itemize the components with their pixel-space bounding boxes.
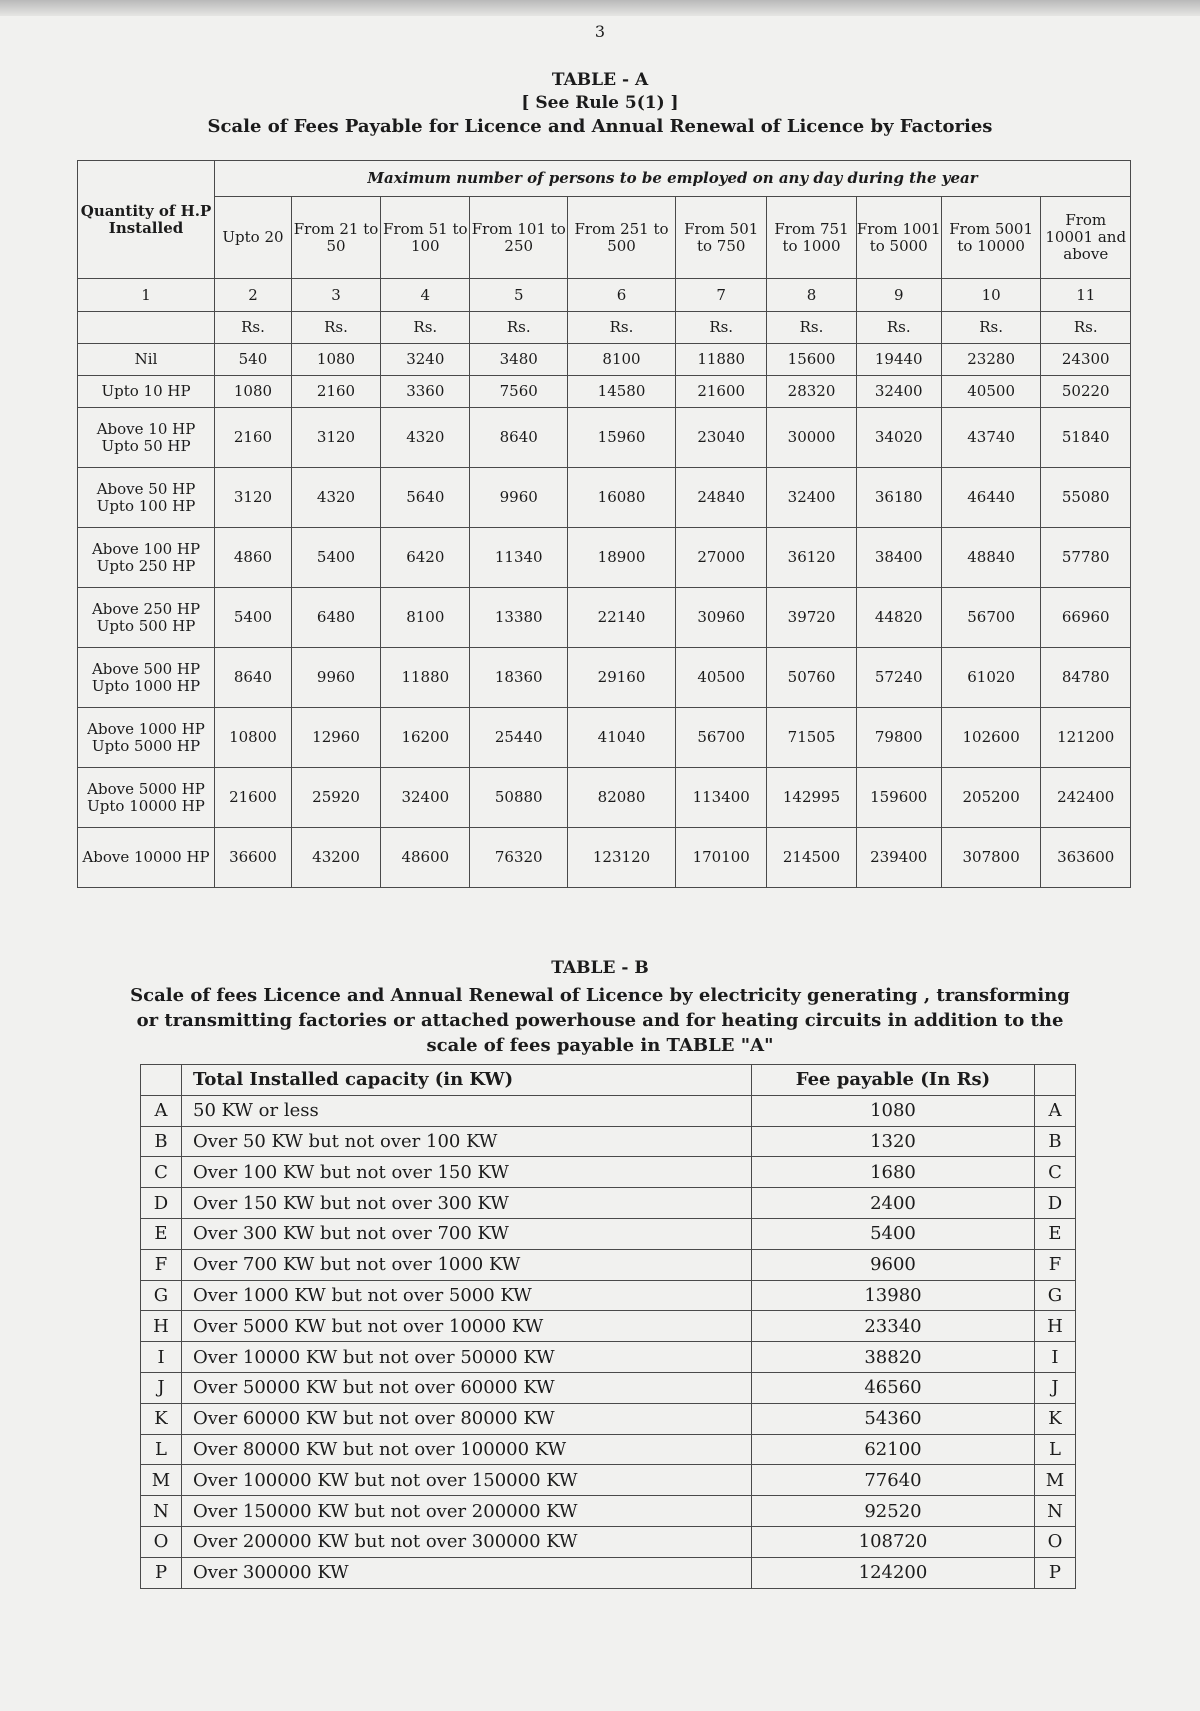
fee-cell: 50880 bbox=[470, 768, 568, 828]
row-label: Nil bbox=[78, 344, 215, 376]
capacity-cell: Over 5000 KW but not over 10000 KW bbox=[182, 1311, 752, 1342]
fee-cell: 108720 bbox=[752, 1526, 1035, 1557]
currency-label: Rs. bbox=[1041, 312, 1131, 344]
fee-cell: 5400 bbox=[291, 528, 380, 588]
fee-cell: 38400 bbox=[856, 528, 941, 588]
fee-cell: 9960 bbox=[291, 648, 380, 708]
fee-cell: 121200 bbox=[1041, 708, 1131, 768]
table-b-description-line: Scale of fees Licence and Annual Renewal of Licence by electricity generating , transforming bbox=[130, 985, 1070, 1006]
fee-cell: 32400 bbox=[856, 376, 941, 408]
row-letter: E bbox=[141, 1218, 182, 1249]
fee-cell: 9960 bbox=[470, 468, 568, 528]
fee-cell: 44820 bbox=[856, 588, 941, 648]
row-letter: A bbox=[1034, 1095, 1075, 1126]
row-label: Above 10 HP Upto 50 HP bbox=[78, 408, 215, 468]
fee-cell: 92520 bbox=[752, 1496, 1035, 1527]
fee-cell: 23280 bbox=[941, 344, 1041, 376]
column-header: From 10001 and above bbox=[1041, 197, 1131, 279]
column-number: 1 bbox=[78, 279, 215, 312]
fee-cell: 6420 bbox=[381, 528, 470, 588]
fee-cell: 1680 bbox=[752, 1157, 1035, 1188]
fee-cell: 123120 bbox=[568, 828, 676, 888]
capacity-cell: Over 100000 KW but not over 150000 KW bbox=[182, 1465, 752, 1496]
column-header: From 21 to 50 bbox=[291, 197, 380, 279]
fee-cell: 12960 bbox=[291, 708, 380, 768]
fee-cell: 57240 bbox=[856, 648, 941, 708]
row-letter: G bbox=[1034, 1280, 1075, 1311]
fee-cell: 61020 bbox=[941, 648, 1041, 708]
fee-cell: 2160 bbox=[215, 408, 292, 468]
fee-cell: 5400 bbox=[215, 588, 292, 648]
fee-cell: 56700 bbox=[941, 588, 1041, 648]
fee-cell: 32400 bbox=[381, 768, 470, 828]
fee-cell: 48840 bbox=[941, 528, 1041, 588]
currency-label: Rs. bbox=[676, 312, 767, 344]
fee-cell: 29160 bbox=[568, 648, 676, 708]
fee-cell: 1080 bbox=[215, 376, 292, 408]
capacity-cell: Over 10000 KW but not over 50000 KW bbox=[182, 1342, 752, 1373]
fee-cell: 28320 bbox=[767, 376, 856, 408]
table-row bbox=[141, 1095, 1076, 1126]
row-letter: C bbox=[1034, 1157, 1075, 1188]
fee-cell: 41040 bbox=[568, 708, 676, 768]
quantity-header: Quantity of H.P Installed bbox=[78, 161, 215, 279]
fee-cell: 11340 bbox=[470, 528, 568, 588]
table-row bbox=[78, 376, 1131, 408]
column-number: 7 bbox=[676, 279, 767, 312]
fee-cell: 2400 bbox=[752, 1188, 1035, 1219]
table-row bbox=[78, 528, 1131, 588]
fee-cell: 57780 bbox=[1041, 528, 1131, 588]
fee-cell: 24840 bbox=[676, 468, 767, 528]
fee-cell: 51840 bbox=[1041, 408, 1131, 468]
capacity-cell: Over 200000 KW but not over 300000 KW bbox=[182, 1526, 752, 1557]
fee-cell: 113400 bbox=[676, 768, 767, 828]
column-number: 3 bbox=[291, 279, 380, 312]
fee-cell: 19440 bbox=[856, 344, 941, 376]
fee-cell: 10800 bbox=[215, 708, 292, 768]
fee-cell: 50760 bbox=[767, 648, 856, 708]
fee-cell: 18360 bbox=[470, 648, 568, 708]
table-row bbox=[141, 1157, 1076, 1188]
column-number: 5 bbox=[470, 279, 568, 312]
table-a-rule-reference: [ See Rule 5(1) ] bbox=[521, 93, 679, 113]
capacity-cell: Over 1000 KW but not over 5000 KW bbox=[182, 1280, 752, 1311]
row-letter: G bbox=[141, 1280, 182, 1311]
fee-cell: 102600 bbox=[941, 708, 1041, 768]
fee-cell: 1320 bbox=[752, 1126, 1035, 1157]
fee-cell: 66960 bbox=[1041, 588, 1131, 648]
row-letter: M bbox=[141, 1465, 182, 1496]
table-b-description bbox=[80, 983, 1120, 1058]
fee-cell: 36120 bbox=[767, 528, 856, 588]
table-row bbox=[78, 468, 1131, 528]
row-letter: E bbox=[1034, 1218, 1075, 1249]
fee-cell: 242400 bbox=[1041, 768, 1131, 828]
table-row bbox=[141, 1465, 1076, 1496]
table-row bbox=[78, 708, 1131, 768]
fee-cell: 79800 bbox=[856, 708, 941, 768]
row-letter: L bbox=[1034, 1434, 1075, 1465]
fee-cell: 34020 bbox=[856, 408, 941, 468]
row-label: Above 500 HP Upto 1000 HP bbox=[78, 648, 215, 708]
fee-cell: 4320 bbox=[291, 468, 380, 528]
table-row bbox=[141, 1342, 1076, 1373]
fee-cell: 40500 bbox=[676, 648, 767, 708]
fee-cell: 62100 bbox=[752, 1434, 1035, 1465]
row-label: Above 250 HP Upto 500 HP bbox=[78, 588, 215, 648]
persons-header: Maximum number of persons to be employed on any day during the year bbox=[215, 161, 1131, 197]
currency-label: Rs. bbox=[941, 312, 1041, 344]
page-number: 3 bbox=[594, 22, 606, 41]
currency-label: Rs. bbox=[470, 312, 568, 344]
table-row bbox=[78, 828, 1131, 888]
fee-cell: 540 bbox=[215, 344, 292, 376]
row-letter: N bbox=[1034, 1496, 1075, 1527]
fee-cell: 15600 bbox=[767, 344, 856, 376]
fee-cell: 55080 bbox=[1041, 468, 1131, 528]
fee-cell: 8640 bbox=[470, 408, 568, 468]
row-label: Above 50 HP Upto 100 HP bbox=[78, 468, 215, 528]
fee-cell: 1080 bbox=[752, 1095, 1035, 1126]
fee-cell: 27000 bbox=[676, 528, 767, 588]
table-row bbox=[141, 1218, 1076, 1249]
currency-label: Rs. bbox=[291, 312, 380, 344]
column-number: 10 bbox=[941, 279, 1041, 312]
table-row bbox=[141, 1311, 1076, 1342]
fee-cell: 170100 bbox=[676, 828, 767, 888]
fee-cell: 205200 bbox=[941, 768, 1041, 828]
table-a-description: Scale of Fees Payable for Licence and Annual Renewal of Licence by Factories bbox=[207, 116, 993, 137]
row-letter: K bbox=[1034, 1403, 1075, 1434]
column-number: 6 bbox=[568, 279, 676, 312]
capacity-cell: Over 150 KW but not over 300 KW bbox=[182, 1188, 752, 1219]
row-label: Above 100 HP Upto 250 HP bbox=[78, 528, 215, 588]
fee-cell: 32400 bbox=[767, 468, 856, 528]
row-letter: L bbox=[141, 1434, 182, 1465]
capacity-cell: 50 KW or less bbox=[182, 1095, 752, 1126]
fee-cell: 5400 bbox=[752, 1218, 1035, 1249]
row-label: Above 1000 HP Upto 5000 HP bbox=[78, 708, 215, 768]
table-row bbox=[141, 1557, 1076, 1588]
fee-cell: 239400 bbox=[856, 828, 941, 888]
row-letter: J bbox=[1034, 1372, 1075, 1403]
row-letter: A bbox=[141, 1095, 182, 1126]
column-header: From 751 to 1000 bbox=[767, 197, 856, 279]
column-number: 4 bbox=[381, 279, 470, 312]
column-header: From 5001 to 10000 bbox=[941, 197, 1041, 279]
table-row bbox=[141, 1126, 1076, 1157]
fee-cell: 43200 bbox=[291, 828, 380, 888]
fee-cell: 77640 bbox=[752, 1465, 1035, 1496]
row-letter: N bbox=[141, 1496, 182, 1527]
fee-cell: 7560 bbox=[470, 376, 568, 408]
fee-cell: 4320 bbox=[381, 408, 470, 468]
capacity-header: Total Installed capacity (in KW) bbox=[182, 1065, 752, 1096]
row-letter: P bbox=[141, 1557, 182, 1588]
header-blank-cell bbox=[141, 1065, 182, 1096]
row-letter: I bbox=[1034, 1342, 1075, 1373]
row-letter: P bbox=[1034, 1557, 1075, 1588]
table-row bbox=[141, 1188, 1076, 1219]
fee-cell: 21600 bbox=[676, 376, 767, 408]
row-letter: K bbox=[141, 1403, 182, 1434]
fee-cell: 14580 bbox=[568, 376, 676, 408]
table-b bbox=[140, 1064, 1076, 1589]
fee-cell: 30960 bbox=[676, 588, 767, 648]
fee-cell: 6480 bbox=[291, 588, 380, 648]
fee-cell: 124200 bbox=[752, 1557, 1035, 1588]
fee-cell: 43740 bbox=[941, 408, 1041, 468]
table-row bbox=[141, 1526, 1076, 1557]
fee-cell: 23340 bbox=[752, 1311, 1035, 1342]
fee-cell: 4860 bbox=[215, 528, 292, 588]
fee-cell: 15960 bbox=[568, 408, 676, 468]
fee-cell: 8100 bbox=[568, 344, 676, 376]
fee-cell: 25920 bbox=[291, 768, 380, 828]
fee-cell: 24300 bbox=[1041, 344, 1131, 376]
fee-cell: 159600 bbox=[856, 768, 941, 828]
row-letter: J bbox=[141, 1372, 182, 1403]
fee-cell: 39720 bbox=[767, 588, 856, 648]
column-header: From 51 to 100 bbox=[381, 197, 470, 279]
table-row bbox=[78, 588, 1131, 648]
fee-cell: 21600 bbox=[215, 768, 292, 828]
fee-cell: 3360 bbox=[381, 376, 470, 408]
column-header: From 251 to 500 bbox=[568, 197, 676, 279]
fee-cell: 16200 bbox=[381, 708, 470, 768]
fee-cell: 8640 bbox=[215, 648, 292, 708]
fee-cell: 76320 bbox=[470, 828, 568, 888]
fee-cell: 50220 bbox=[1041, 376, 1131, 408]
fee-cell: 3480 bbox=[470, 344, 568, 376]
fee-cell: 54360 bbox=[752, 1403, 1035, 1434]
row-letter: M bbox=[1034, 1465, 1075, 1496]
fee-cell: 56700 bbox=[676, 708, 767, 768]
currency-blank-cell bbox=[78, 312, 215, 344]
row-label: Upto 10 HP bbox=[78, 376, 215, 408]
header-blank-cell bbox=[1034, 1065, 1075, 1096]
capacity-cell: Over 100 KW but not over 150 KW bbox=[182, 1157, 752, 1188]
table-row bbox=[78, 648, 1131, 708]
capacity-cell: Over 700 KW but not over 1000 KW bbox=[182, 1249, 752, 1280]
column-number: 11 bbox=[1041, 279, 1131, 312]
table-row bbox=[141, 1403, 1076, 1434]
capacity-cell: Over 300000 KW bbox=[182, 1557, 752, 1588]
fee-cell: 11880 bbox=[676, 344, 767, 376]
fee-cell: 3240 bbox=[381, 344, 470, 376]
table-row bbox=[141, 1280, 1076, 1311]
fee-cell: 36600 bbox=[215, 828, 292, 888]
row-letter: F bbox=[1034, 1249, 1075, 1280]
currency-label: Rs. bbox=[215, 312, 292, 344]
fee-cell: 3120 bbox=[215, 468, 292, 528]
fee-cell: 8100 bbox=[381, 588, 470, 648]
table-a bbox=[77, 160, 1131, 888]
row-letter: B bbox=[141, 1126, 182, 1157]
capacity-cell: Over 60000 KW but not over 80000 KW bbox=[182, 1403, 752, 1434]
table-b-title: TABLE - B bbox=[551, 958, 649, 978]
fee-cell: 38820 bbox=[752, 1342, 1035, 1373]
column-number: 2 bbox=[215, 279, 292, 312]
fee-cell: 214500 bbox=[767, 828, 856, 888]
row-letter: B bbox=[1034, 1126, 1075, 1157]
fee-cell: 2160 bbox=[291, 376, 380, 408]
fee-cell: 36180 bbox=[856, 468, 941, 528]
column-number: 9 bbox=[856, 279, 941, 312]
table-a-title: TABLE - A bbox=[551, 70, 649, 90]
table-row bbox=[78, 768, 1131, 828]
fee-cell: 30000 bbox=[767, 408, 856, 468]
currency-label: Rs. bbox=[767, 312, 856, 344]
table-row bbox=[141, 1496, 1076, 1527]
row-letter: I bbox=[141, 1342, 182, 1373]
fee-cell: 363600 bbox=[1041, 828, 1131, 888]
fee-cell: 3120 bbox=[291, 408, 380, 468]
column-header: From 501 to 750 bbox=[676, 197, 767, 279]
fee-cell: 84780 bbox=[1041, 648, 1131, 708]
fee-cell: 46440 bbox=[941, 468, 1041, 528]
fee-header: Fee payable (In Rs) bbox=[752, 1065, 1035, 1096]
capacity-cell: Over 50 KW but not over 100 KW bbox=[182, 1126, 752, 1157]
fee-cell: 11880 bbox=[381, 648, 470, 708]
currency-label: Rs. bbox=[568, 312, 676, 344]
table-row bbox=[78, 344, 1131, 376]
capacity-cell: Over 50000 KW but not over 60000 KW bbox=[182, 1372, 752, 1403]
row-letter: D bbox=[1034, 1188, 1075, 1219]
currency-label: Rs. bbox=[856, 312, 941, 344]
table-row bbox=[78, 408, 1131, 468]
fee-cell: 82080 bbox=[568, 768, 676, 828]
row-label: Above 5000 HP Upto 10000 HP bbox=[78, 768, 215, 828]
fee-cell: 13980 bbox=[752, 1280, 1035, 1311]
fee-cell: 1080 bbox=[291, 344, 380, 376]
column-header: Upto 20 bbox=[215, 197, 292, 279]
table-b-description-line: scale of fees payable in TABLE "A" bbox=[426, 1035, 774, 1056]
fee-cell: 25440 bbox=[470, 708, 568, 768]
fee-cell: 9600 bbox=[752, 1249, 1035, 1280]
column-header: From 1001 to 5000 bbox=[856, 197, 941, 279]
column-number: 8 bbox=[767, 279, 856, 312]
fee-cell: 46560 bbox=[752, 1372, 1035, 1403]
fee-cell: 40500 bbox=[941, 376, 1041, 408]
row-letter: O bbox=[141, 1526, 182, 1557]
fee-cell: 48600 bbox=[381, 828, 470, 888]
row-label: Above 10000 HP bbox=[78, 828, 215, 888]
fee-cell: 13380 bbox=[470, 588, 568, 648]
fee-cell: 22140 bbox=[568, 588, 676, 648]
row-letter: H bbox=[1034, 1311, 1075, 1342]
row-letter: F bbox=[141, 1249, 182, 1280]
fee-cell: 16080 bbox=[568, 468, 676, 528]
table-b-description-line: or transmitting factories or attached powerhouse and for heating circuits in addition to the bbox=[136, 1010, 1064, 1031]
table-row bbox=[141, 1249, 1076, 1280]
row-letter: H bbox=[141, 1311, 182, 1342]
table-row bbox=[141, 1372, 1076, 1403]
fee-cell: 5640 bbox=[381, 468, 470, 528]
table-row bbox=[141, 1434, 1076, 1465]
fee-cell: 71505 bbox=[767, 708, 856, 768]
row-letter: C bbox=[141, 1157, 182, 1188]
row-letter: O bbox=[1034, 1526, 1075, 1557]
currency-label: Rs. bbox=[381, 312, 470, 344]
fee-cell: 307800 bbox=[941, 828, 1041, 888]
column-header: From 101 to 250 bbox=[470, 197, 568, 279]
fee-cell: 142995 bbox=[767, 768, 856, 828]
capacity-cell: Over 150000 KW but not over 200000 KW bbox=[182, 1496, 752, 1527]
fee-cell: 23040 bbox=[676, 408, 767, 468]
fee-cell: 18900 bbox=[568, 528, 676, 588]
capacity-cell: Over 300 KW but not over 700 KW bbox=[182, 1218, 752, 1249]
capacity-cell: Over 80000 KW but not over 100000 KW bbox=[182, 1434, 752, 1465]
row-letter: D bbox=[141, 1188, 182, 1219]
